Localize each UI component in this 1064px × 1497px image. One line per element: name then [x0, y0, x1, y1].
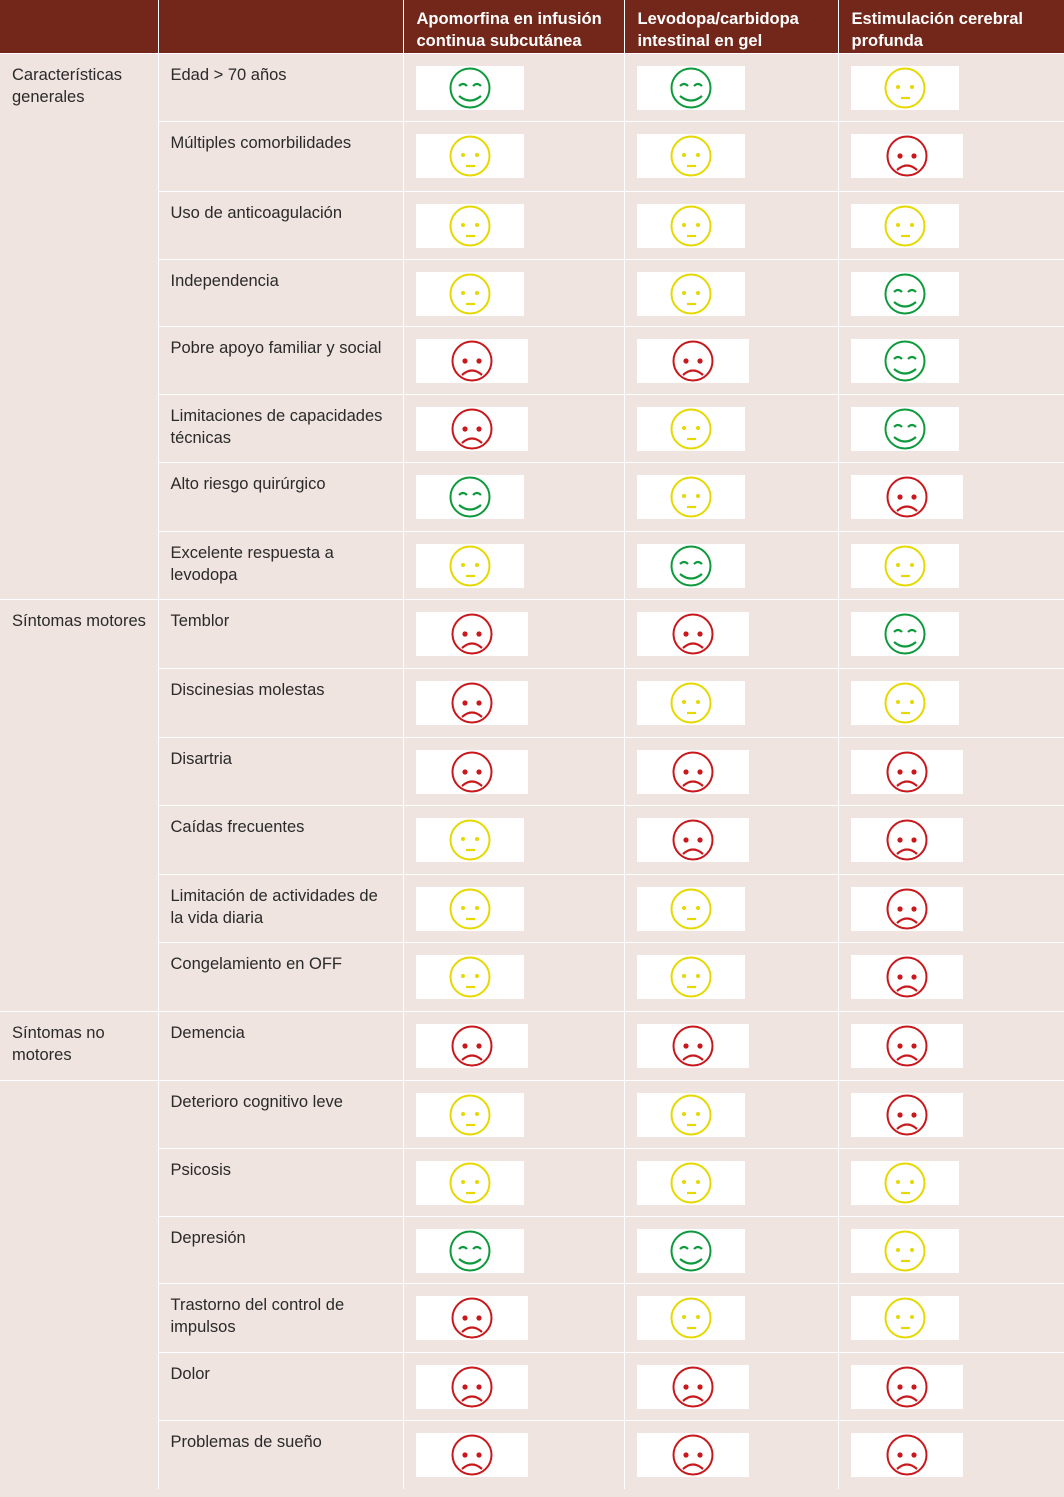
row-group-label [0, 259, 158, 326]
happy-face-icon [443, 1229, 497, 1273]
rating-cell-dbs [838, 668, 1064, 737]
rating-cell-dbs [838, 805, 1064, 874]
row-group-label: Características generales [0, 53, 158, 121]
sad-face-icon [666, 1024, 720, 1068]
sad-face-icon [880, 134, 934, 178]
rating-cell-apomorfina [403, 1216, 624, 1283]
rating-box [416, 1093, 524, 1137]
rating-box [851, 750, 963, 794]
rating-cell-levodopa [624, 1283, 838, 1352]
row-group-label [0, 191, 158, 259]
row-criterion: Depresión [158, 1216, 403, 1283]
rating-cell-dbs [838, 326, 1064, 394]
rating-cell-levodopa [624, 737, 838, 805]
row-criterion: Temblor [158, 599, 403, 668]
table-row [0, 1080, 1064, 1148]
table-row [0, 121, 1064, 191]
neutral-face-icon [664, 134, 718, 178]
rating-box [416, 204, 524, 248]
table-row [0, 394, 1064, 462]
neutral-face-icon [443, 134, 497, 178]
rating-cell-dbs [838, 394, 1064, 462]
table-row [0, 1352, 1064, 1420]
header-group [0, 0, 158, 53]
row-group-label [0, 1283, 158, 1352]
rating-cell-apomorfina [403, 737, 624, 805]
row-criterion: Uso de anticoagulación [158, 191, 403, 259]
rating-cell-dbs [838, 874, 1064, 942]
row-criterion: Psicosis [158, 1148, 403, 1216]
rating-box [637, 1161, 745, 1205]
rating-cell-apomorfina [403, 874, 624, 942]
rating-cell-levodopa [624, 668, 838, 737]
row-group-label [0, 942, 158, 1011]
rating-cell-levodopa [624, 191, 838, 259]
table-row [0, 462, 1064, 531]
rating-cell-levodopa [624, 1216, 838, 1283]
table-row [0, 1283, 1064, 1352]
table-row [0, 1420, 1064, 1489]
sad-face-icon [666, 339, 720, 383]
header-therapy-dbs: Estimulación cerebral profunda [838, 0, 1064, 53]
neutral-face-icon [664, 955, 718, 999]
rating-box [637, 818, 749, 862]
neutral-face-icon [664, 681, 718, 725]
rating-cell-apomorfina [403, 1283, 624, 1352]
sad-face-icon [445, 612, 499, 656]
rating-box [637, 204, 745, 248]
sad-face-icon [445, 1365, 499, 1409]
happy-face-icon [664, 544, 718, 588]
rating-box [416, 66, 524, 110]
sad-face-icon [880, 475, 934, 519]
table-header-row [0, 0, 1064, 53]
rating-cell-dbs [838, 191, 1064, 259]
row-criterion: Pobre apoyo familiar y social [158, 326, 403, 394]
neutral-face-icon [878, 204, 932, 248]
neutral-face-icon [878, 544, 932, 588]
rating-cell-levodopa [624, 462, 838, 531]
row-group-label [0, 1352, 158, 1420]
sad-face-icon [666, 1433, 720, 1477]
neutral-face-icon [878, 1296, 932, 1340]
rating-cell-levodopa [624, 1148, 838, 1216]
rating-box [637, 750, 749, 794]
row-group-label [0, 326, 158, 394]
rating-box [416, 1024, 528, 1068]
sad-face-icon [445, 407, 499, 451]
header-therapy-levodopa: Levodopa/carbidopa intestinal en gel [624, 0, 838, 53]
rating-cell-levodopa [624, 53, 838, 121]
rating-cell-levodopa [624, 394, 838, 462]
row-criterion: Congelamiento en OFF [158, 942, 403, 1011]
row-criterion: Excelente respuesta a levodopa [158, 531, 403, 599]
row-criterion: Limitaciones de capacidades técnicas [158, 394, 403, 462]
rating-box [416, 272, 524, 316]
rating-cell-dbs [838, 1011, 1064, 1080]
rating-cell-apomorfina [403, 1148, 624, 1216]
rating-box [851, 612, 959, 656]
rating-box [851, 1433, 963, 1477]
rating-cell-dbs [838, 1420, 1064, 1489]
header-criterion [158, 0, 403, 53]
rating-cell-dbs [838, 121, 1064, 191]
neutral-face-icon [878, 1161, 932, 1205]
rating-box [416, 612, 528, 656]
rating-box [851, 1229, 959, 1273]
rating-cell-apomorfina [403, 668, 624, 737]
row-group-label: Síntomas no motores [0, 1011, 158, 1080]
row-criterion: Problemas de sueño [158, 1420, 403, 1489]
rating-cell-levodopa [624, 121, 838, 191]
happy-face-icon [664, 1229, 718, 1273]
row-criterion: Independencia [158, 259, 403, 326]
rating-cell-dbs [838, 531, 1064, 599]
rating-box [637, 681, 745, 725]
table-row [0, 53, 1064, 121]
rating-box [637, 407, 745, 451]
rating-box [637, 1229, 745, 1273]
rating-box [851, 1093, 963, 1137]
rating-cell-levodopa [624, 1080, 838, 1148]
rating-box [851, 544, 959, 588]
rating-cell-dbs [838, 462, 1064, 531]
rating-box [637, 1433, 749, 1477]
rating-box [637, 887, 745, 931]
row-criterion: Disartria [158, 737, 403, 805]
rating-cell-dbs [838, 1352, 1064, 1420]
neutral-face-icon [664, 475, 718, 519]
rating-cell-levodopa [624, 874, 838, 942]
rating-box [851, 681, 959, 725]
rating-box [637, 1296, 745, 1340]
rating-box [637, 272, 745, 316]
sad-face-icon [880, 818, 934, 862]
rating-cell-apomorfina [403, 599, 624, 668]
sad-face-icon [445, 1024, 499, 1068]
row-criterion: Trastorno del control de impulsos [158, 1283, 403, 1352]
neutral-face-icon [878, 1229, 932, 1273]
rating-box [637, 134, 745, 178]
table-row [0, 942, 1064, 1011]
row-group-label: Síntomas motores [0, 599, 158, 668]
rating-cell-levodopa [624, 531, 838, 599]
rating-box [637, 475, 745, 519]
row-criterion: Limitación de actividades de la vida diaria [158, 874, 403, 942]
rating-box [851, 1024, 963, 1068]
rating-box [416, 955, 524, 999]
rating-box [416, 1433, 528, 1477]
rating-cell-dbs [838, 942, 1064, 1011]
rating-box [637, 1093, 745, 1137]
rating-box [851, 204, 959, 248]
row-criterion: Dolor [158, 1352, 403, 1420]
row-criterion: Alto riesgo quirúrgico [158, 462, 403, 531]
happy-face-icon [878, 407, 932, 451]
neutral-face-icon [664, 407, 718, 451]
table-row [0, 1011, 1064, 1080]
sad-face-icon [445, 339, 499, 383]
rating-box [851, 407, 959, 451]
rating-cell-apomorfina [403, 462, 624, 531]
row-criterion: Edad > 70 años [158, 53, 403, 121]
rating-box [851, 475, 963, 519]
rating-cell-dbs [838, 259, 1064, 326]
rating-cell-apomorfina [403, 1420, 624, 1489]
sad-face-icon [880, 955, 934, 999]
rating-cell-apomorfina [403, 326, 624, 394]
table-row [0, 259, 1064, 326]
sad-face-icon [445, 750, 499, 794]
row-group-label [0, 1148, 158, 1216]
rating-box [851, 818, 963, 862]
rating-box [851, 134, 963, 178]
happy-face-icon [878, 339, 932, 383]
row-group-label [0, 531, 158, 599]
sad-face-icon [666, 612, 720, 656]
row-group-label [0, 1080, 158, 1148]
row-group-label [0, 1216, 158, 1283]
rating-cell-dbs [838, 1080, 1064, 1148]
neutral-face-icon [443, 1093, 497, 1137]
rating-box [416, 887, 524, 931]
row-group-label [0, 668, 158, 737]
table-row [0, 326, 1064, 394]
rating-box [416, 407, 528, 451]
sad-face-icon [666, 1365, 720, 1409]
rating-cell-apomorfina [403, 259, 624, 326]
sad-face-icon [880, 1433, 934, 1477]
rating-cell-levodopa [624, 326, 838, 394]
neutral-face-icon [443, 544, 497, 588]
table-body [0, 53, 1064, 1489]
happy-face-icon [443, 66, 497, 110]
rating-cell-apomorfina [403, 1352, 624, 1420]
rating-cell-apomorfina [403, 394, 624, 462]
neutral-face-icon [664, 272, 718, 316]
sad-face-icon [445, 1433, 499, 1477]
rating-cell-apomorfina [403, 805, 624, 874]
rating-box [637, 339, 749, 383]
neutral-face-icon [878, 66, 932, 110]
row-criterion: Discinesias molestas [158, 668, 403, 737]
rating-cell-levodopa [624, 599, 838, 668]
rating-cell-levodopa [624, 1420, 838, 1489]
rating-cell-apomorfina [403, 942, 624, 1011]
rating-box [851, 1365, 963, 1409]
sad-face-icon [880, 750, 934, 794]
row-criterion: Deterioro cognitivo leve [158, 1080, 403, 1148]
neutral-face-icon [664, 1161, 718, 1205]
neutral-face-icon [664, 1296, 718, 1340]
table-row [0, 1216, 1064, 1283]
rating-box [637, 1365, 749, 1409]
table-row [0, 737, 1064, 805]
neutral-face-icon [443, 204, 497, 248]
row-group-label [0, 1420, 158, 1489]
row-criterion: Múltiples comorbilidades [158, 121, 403, 191]
rating-cell-apomorfina [403, 53, 624, 121]
rating-cell-dbs [838, 1148, 1064, 1216]
sad-face-icon [880, 1024, 934, 1068]
table-row [0, 191, 1064, 259]
table-row [0, 805, 1064, 874]
rating-cell-dbs [838, 1216, 1064, 1283]
table-row [0, 599, 1064, 668]
rating-box [637, 544, 745, 588]
table-row [0, 1148, 1064, 1216]
rating-cell-apomorfina [403, 191, 624, 259]
rating-box [851, 955, 963, 999]
rating-box [416, 544, 524, 588]
rating-cell-dbs [838, 1283, 1064, 1352]
rating-cell-dbs [838, 737, 1064, 805]
sad-face-icon [445, 681, 499, 725]
happy-face-icon [878, 612, 932, 656]
row-group-label [0, 874, 158, 942]
table-row [0, 874, 1064, 942]
happy-face-icon [443, 475, 497, 519]
rating-box [416, 1365, 528, 1409]
row-criterion: Demencia [158, 1011, 403, 1080]
row-group-label [0, 805, 158, 874]
table-row [0, 668, 1064, 737]
rating-box [637, 66, 745, 110]
table-row [0, 531, 1064, 599]
happy-face-icon [664, 66, 718, 110]
sad-face-icon [880, 887, 934, 931]
rating-box [851, 1296, 959, 1340]
rating-box [416, 475, 524, 519]
rating-box [851, 339, 959, 383]
row-criterion: Caídas frecuentes [158, 805, 403, 874]
rating-cell-apomorfina [403, 1011, 624, 1080]
rating-cell-apomorfina [403, 1080, 624, 1148]
sad-face-icon [445, 1296, 499, 1340]
rating-box [851, 66, 959, 110]
neutral-face-icon [443, 887, 497, 931]
neutral-face-icon [664, 1093, 718, 1137]
rating-box [851, 887, 963, 931]
rating-cell-levodopa [624, 259, 838, 326]
rating-box [416, 1296, 528, 1340]
row-group-label [0, 462, 158, 531]
rating-box [416, 134, 524, 178]
rating-box [637, 1024, 749, 1068]
rating-box [637, 612, 749, 656]
rating-box [416, 750, 528, 794]
rating-cell-levodopa [624, 942, 838, 1011]
neutral-face-icon [443, 818, 497, 862]
rating-box [637, 955, 745, 999]
rating-box [416, 681, 528, 725]
rating-cell-levodopa [624, 1011, 838, 1080]
sad-face-icon [666, 750, 720, 794]
sad-face-icon [880, 1093, 934, 1137]
sad-face-icon [880, 1365, 934, 1409]
rating-cell-levodopa [624, 1352, 838, 1420]
row-group-label [0, 737, 158, 805]
header-therapy-apomorfina: Apomorfina en infusión continua subcutánea [403, 0, 624, 53]
sad-face-icon [666, 818, 720, 862]
neutral-face-icon [443, 955, 497, 999]
rating-cell-apomorfina [403, 121, 624, 191]
rating-cell-levodopa [624, 805, 838, 874]
rating-cell-dbs [838, 599, 1064, 668]
row-group-label [0, 394, 158, 462]
rating-box [851, 1161, 959, 1205]
rating-box [416, 818, 524, 862]
rating-box [851, 272, 959, 316]
rating-box [416, 1161, 524, 1205]
neutral-face-icon [443, 272, 497, 316]
rating-box [416, 339, 528, 383]
rating-cell-dbs [838, 53, 1064, 121]
happy-face-icon [878, 272, 932, 316]
neutral-face-icon [878, 681, 932, 725]
row-group-label [0, 121, 158, 191]
rating-cell-apomorfina [403, 531, 624, 599]
neutral-face-icon [664, 204, 718, 248]
neutral-face-icon [664, 887, 718, 931]
neutral-face-icon [443, 1161, 497, 1205]
rating-box [416, 1229, 524, 1273]
